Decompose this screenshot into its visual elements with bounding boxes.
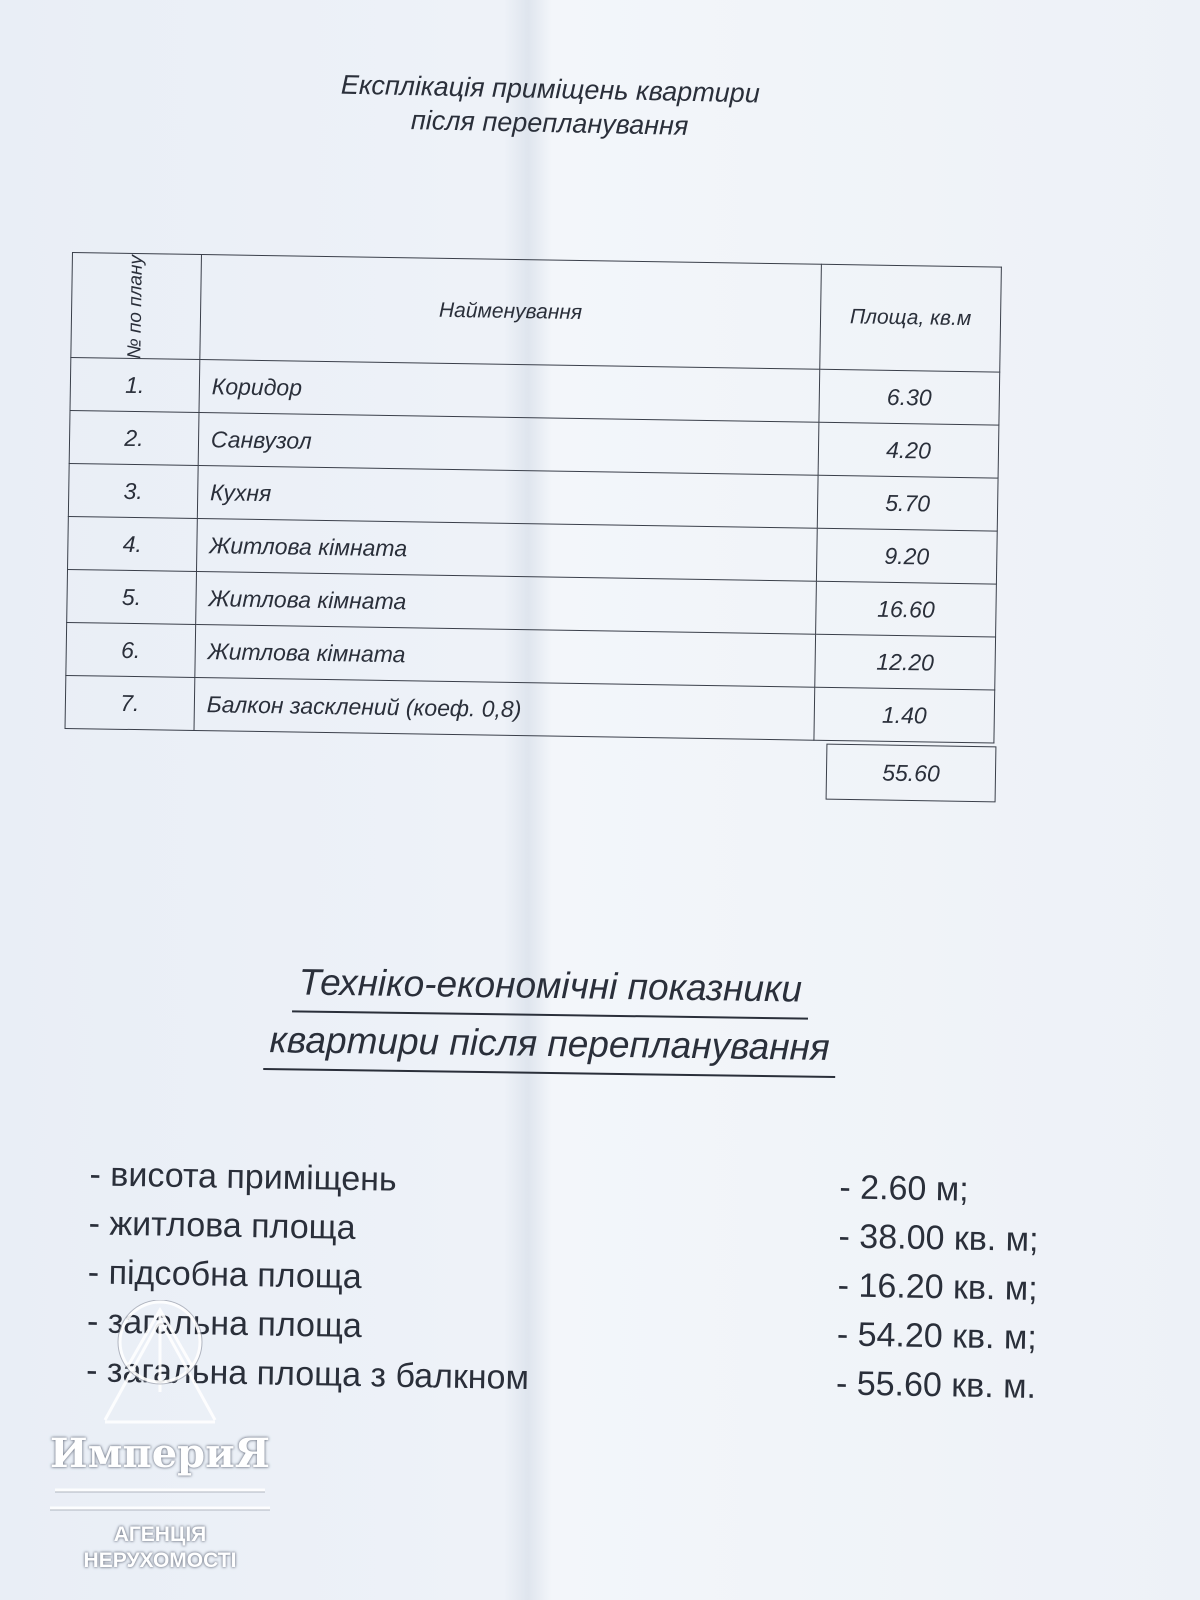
row-name: Кухня — [197, 466, 818, 529]
indicator-value: - 54.20 кв. м; — [836, 1315, 1038, 1357]
row-area: 6.30 — [819, 369, 1000, 425]
row-name: Житлова кімната — [195, 624, 816, 687]
row-name: Коридор — [199, 360, 820, 423]
header-name: Найменування — [200, 255, 822, 370]
row-num: 7. — [65, 675, 195, 730]
indicator-value: - 38.00 кв. м; — [838, 1217, 1039, 1259]
indicator-value: - 55.60 кв. м. — [835, 1364, 1037, 1406]
logo-sub-line-1: АГЕНЦІЯ — [113, 1523, 207, 1546]
title-line-1: Експлікація приміщень квартири — [340, 69, 761, 109]
row-name: Житлова кімната — [196, 518, 817, 581]
document-title — [0, 60, 1101, 151]
header-area: Площа, кв.м — [820, 264, 1002, 372]
row-area: 5.70 — [817, 475, 998, 531]
row-area: 1.40 — [814, 687, 995, 743]
table-total-cell: 55.60 — [826, 744, 997, 803]
row-num: 5. — [67, 569, 197, 624]
technical-title — [209, 953, 891, 1078]
indicator-value: - 2.60 м; — [839, 1168, 969, 1209]
technical-title-line-2: квартири після перепланування — [263, 1012, 836, 1078]
row-num: 2. — [69, 410, 199, 465]
row-area: 4.20 — [818, 422, 999, 478]
title-line-2: після перепланування — [410, 105, 689, 141]
row-num: 1. — [70, 357, 200, 412]
logo-brand: ИмпериЯ — [49, 1430, 271, 1477]
row-num: 4. — [68, 516, 198, 571]
header-num — [71, 253, 201, 360]
indicator-label: - висота приміщень — [89, 1155, 398, 1199]
row-area: 12.20 — [815, 634, 996, 690]
row-name: Санвузол — [198, 413, 819, 476]
row-name: Балкон засклений (коеф. 0,8) — [194, 677, 815, 740]
row-name: Житлова кімната — [196, 571, 817, 634]
row-num: 3. — [68, 463, 198, 518]
logo-subtitle — [45, 1522, 275, 1574]
header-num-label: № по плану — [124, 254, 147, 360]
indicator-label: - загальна площа — [86, 1302, 363, 1346]
table-header-row — [71, 253, 1002, 373]
row-num: 6. — [66, 622, 196, 677]
explication-table — [65, 252, 1002, 744]
indicator-label: - підсобна площа — [87, 1253, 363, 1297]
row-area: 9.20 — [816, 528, 997, 584]
explication-table-wrapper — [65, 252, 1002, 744]
watermark-logo — [45, 1300, 275, 1590]
logo-sub-line-2: НЕРУХОМОСТІ — [83, 1549, 237, 1572]
indicator-label: - житлова площа — [88, 1204, 356, 1247]
indicator-value: - 16.20 кв. м; — [837, 1266, 1039, 1308]
indicator-label: - загальна площа з балкном — [85, 1351, 530, 1398]
technical-title-line-1: Техніко-економічні показники — [292, 954, 808, 1019]
row-area: 16.60 — [816, 581, 997, 637]
